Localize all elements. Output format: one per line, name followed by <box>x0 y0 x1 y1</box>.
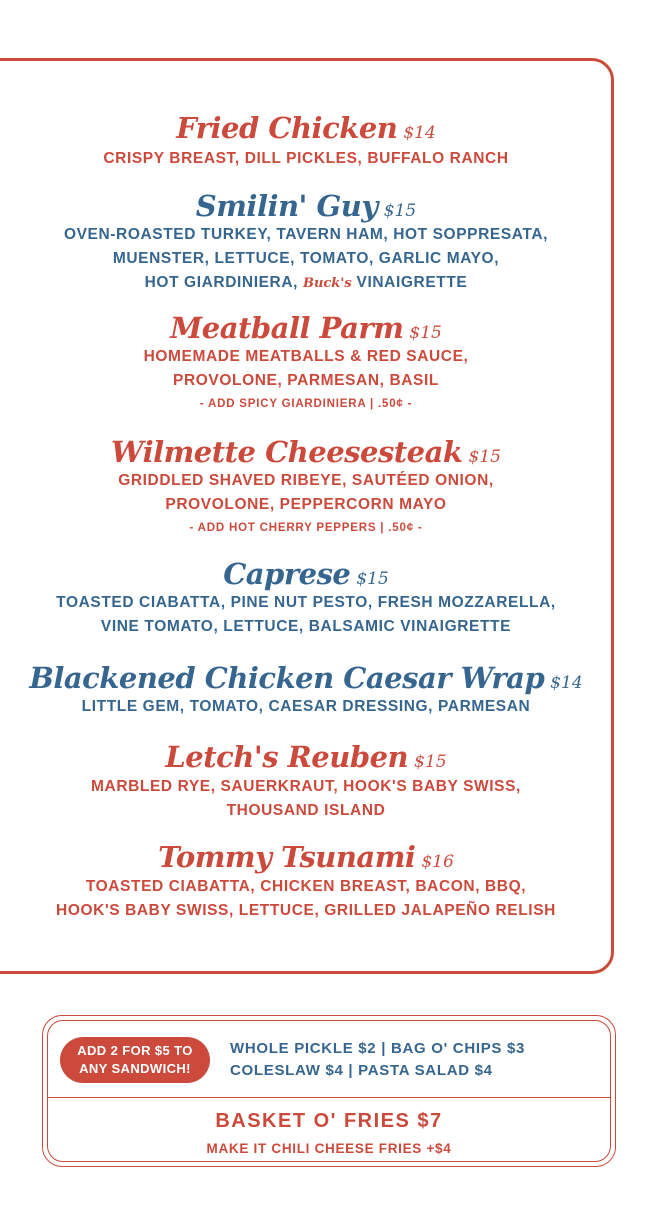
item-price: $15 <box>356 569 389 589</box>
deal-badge <box>60 1037 210 1083</box>
deal-badge-line: ANY SANDWICH! <box>79 1061 191 1076</box>
sides-inner-frame <box>47 1020 611 1162</box>
item-description: TOASTED CIABATTA, CHICKEN BREAST, BACON, BBQ, <box>85 878 527 895</box>
menu-item-letchs-reuben <box>0 740 612 823</box>
item-name: Meatball Parm <box>170 311 404 345</box>
item-description: CRISPY BREAST, DILL PICKLES, BUFFALO RANCH <box>103 150 509 167</box>
item-name: Fried Chicken <box>176 111 398 145</box>
fries-title: BASKET O' FRIES $7 <box>215 1110 443 1132</box>
item-name: Letch's Reuben <box>165 740 409 774</box>
menu-item-fried-chicken <box>0 111 612 171</box>
item-description: HOMEMADE MEATBALLS & RED SAUCE, <box>143 348 469 365</box>
item-name: Blackened Chicken Caesar Wrap <box>29 661 545 695</box>
item-description: OVEN-ROASTED TURKEY, TAVERN HAM, HOT SOPPRESATA, <box>63 226 549 243</box>
bucks-script-text: Buck's <box>302 276 352 291</box>
menu-item-wilmette-cheesesteak <box>0 435 612 539</box>
item-price: $14 <box>550 673 583 693</box>
item-description: HOOK'S BABY SWISS, LETTUCE, GRILLED JALAPEÑO RELISH <box>56 902 556 919</box>
item-price: $14 <box>403 123 436 143</box>
item-price: $15 <box>414 752 447 772</box>
item-price: $15 <box>468 447 501 467</box>
item-description: VINE TOMATO, LETTUCE, BALSAMIC VINAIGRETTE <box>100 618 512 635</box>
menu-item-caprese <box>0 557 612 639</box>
item-description: TOASTED CIABATTA, PINE NUT PESTO, FRESH MOZZARELLA, <box>56 594 556 611</box>
item-description: MARBLED RYE, SAUERKRAUT, HOOK'S BABY SWISS, <box>91 778 521 795</box>
item-price: $15 <box>409 323 442 343</box>
menu-item-meatball-parm <box>0 311 612 415</box>
item-description: THOUSAND ISLAND <box>226 802 386 819</box>
menu-item-tommy-tsunami <box>0 840 612 923</box>
sides-box <box>42 1015 616 1167</box>
sides-line: COLESLAW $4 | PASTA SALAD $4 <box>230 1062 493 1079</box>
item-description: MUENSTER, LETTUCE, TOMATO, GARLIC MAYO, <box>112 250 500 267</box>
item-description <box>0 271 612 296</box>
item-name: Tommy Tsunami <box>158 840 416 874</box>
item-name: Wilmette Cheesesteak <box>111 435 463 469</box>
deal-badge-line: ADD 2 FOR $5 TO <box>77 1043 193 1058</box>
item-addon: - ADD HOT CHERRY PEPPERS | .50¢ - <box>189 522 423 534</box>
sides-line: WHOLE PICKLE $2 | BAG O' CHIPS $3 <box>230 1040 526 1057</box>
menu-item-blackened-chicken-caesar-wrap <box>0 661 612 719</box>
menu-item-smilin-guy <box>0 189 612 296</box>
sides-divider <box>48 1097 610 1098</box>
item-price: $15 <box>383 201 417 221</box>
item-addon: - ADD SPICY GIARDINIERA | .50¢ - <box>199 398 413 410</box>
item-name: Caprese <box>223 557 351 591</box>
fries-subtitle: MAKE IT CHILI CHEESE FRIES +$4 <box>206 1141 452 1156</box>
item-name: Smilin' Guy <box>195 189 378 223</box>
item-description: LITTLE GEM, TOMATO, CAESAR DRESSING, PARMESAN <box>81 698 531 715</box>
description-text: HOT GIARDINIERA, <box>144 274 299 291</box>
item-description: PROVOLONE, PARMESAN, BASIL <box>173 372 439 389</box>
item-price: $16 <box>421 852 454 872</box>
description-text: VINAIGRETTE <box>356 274 468 291</box>
item-description: PROVOLONE, PEPPERCORN MAYO <box>165 496 447 513</box>
item-description: GRIDDLED SHAVED RIBEYE, SAUTÉED ONION, <box>118 472 494 489</box>
